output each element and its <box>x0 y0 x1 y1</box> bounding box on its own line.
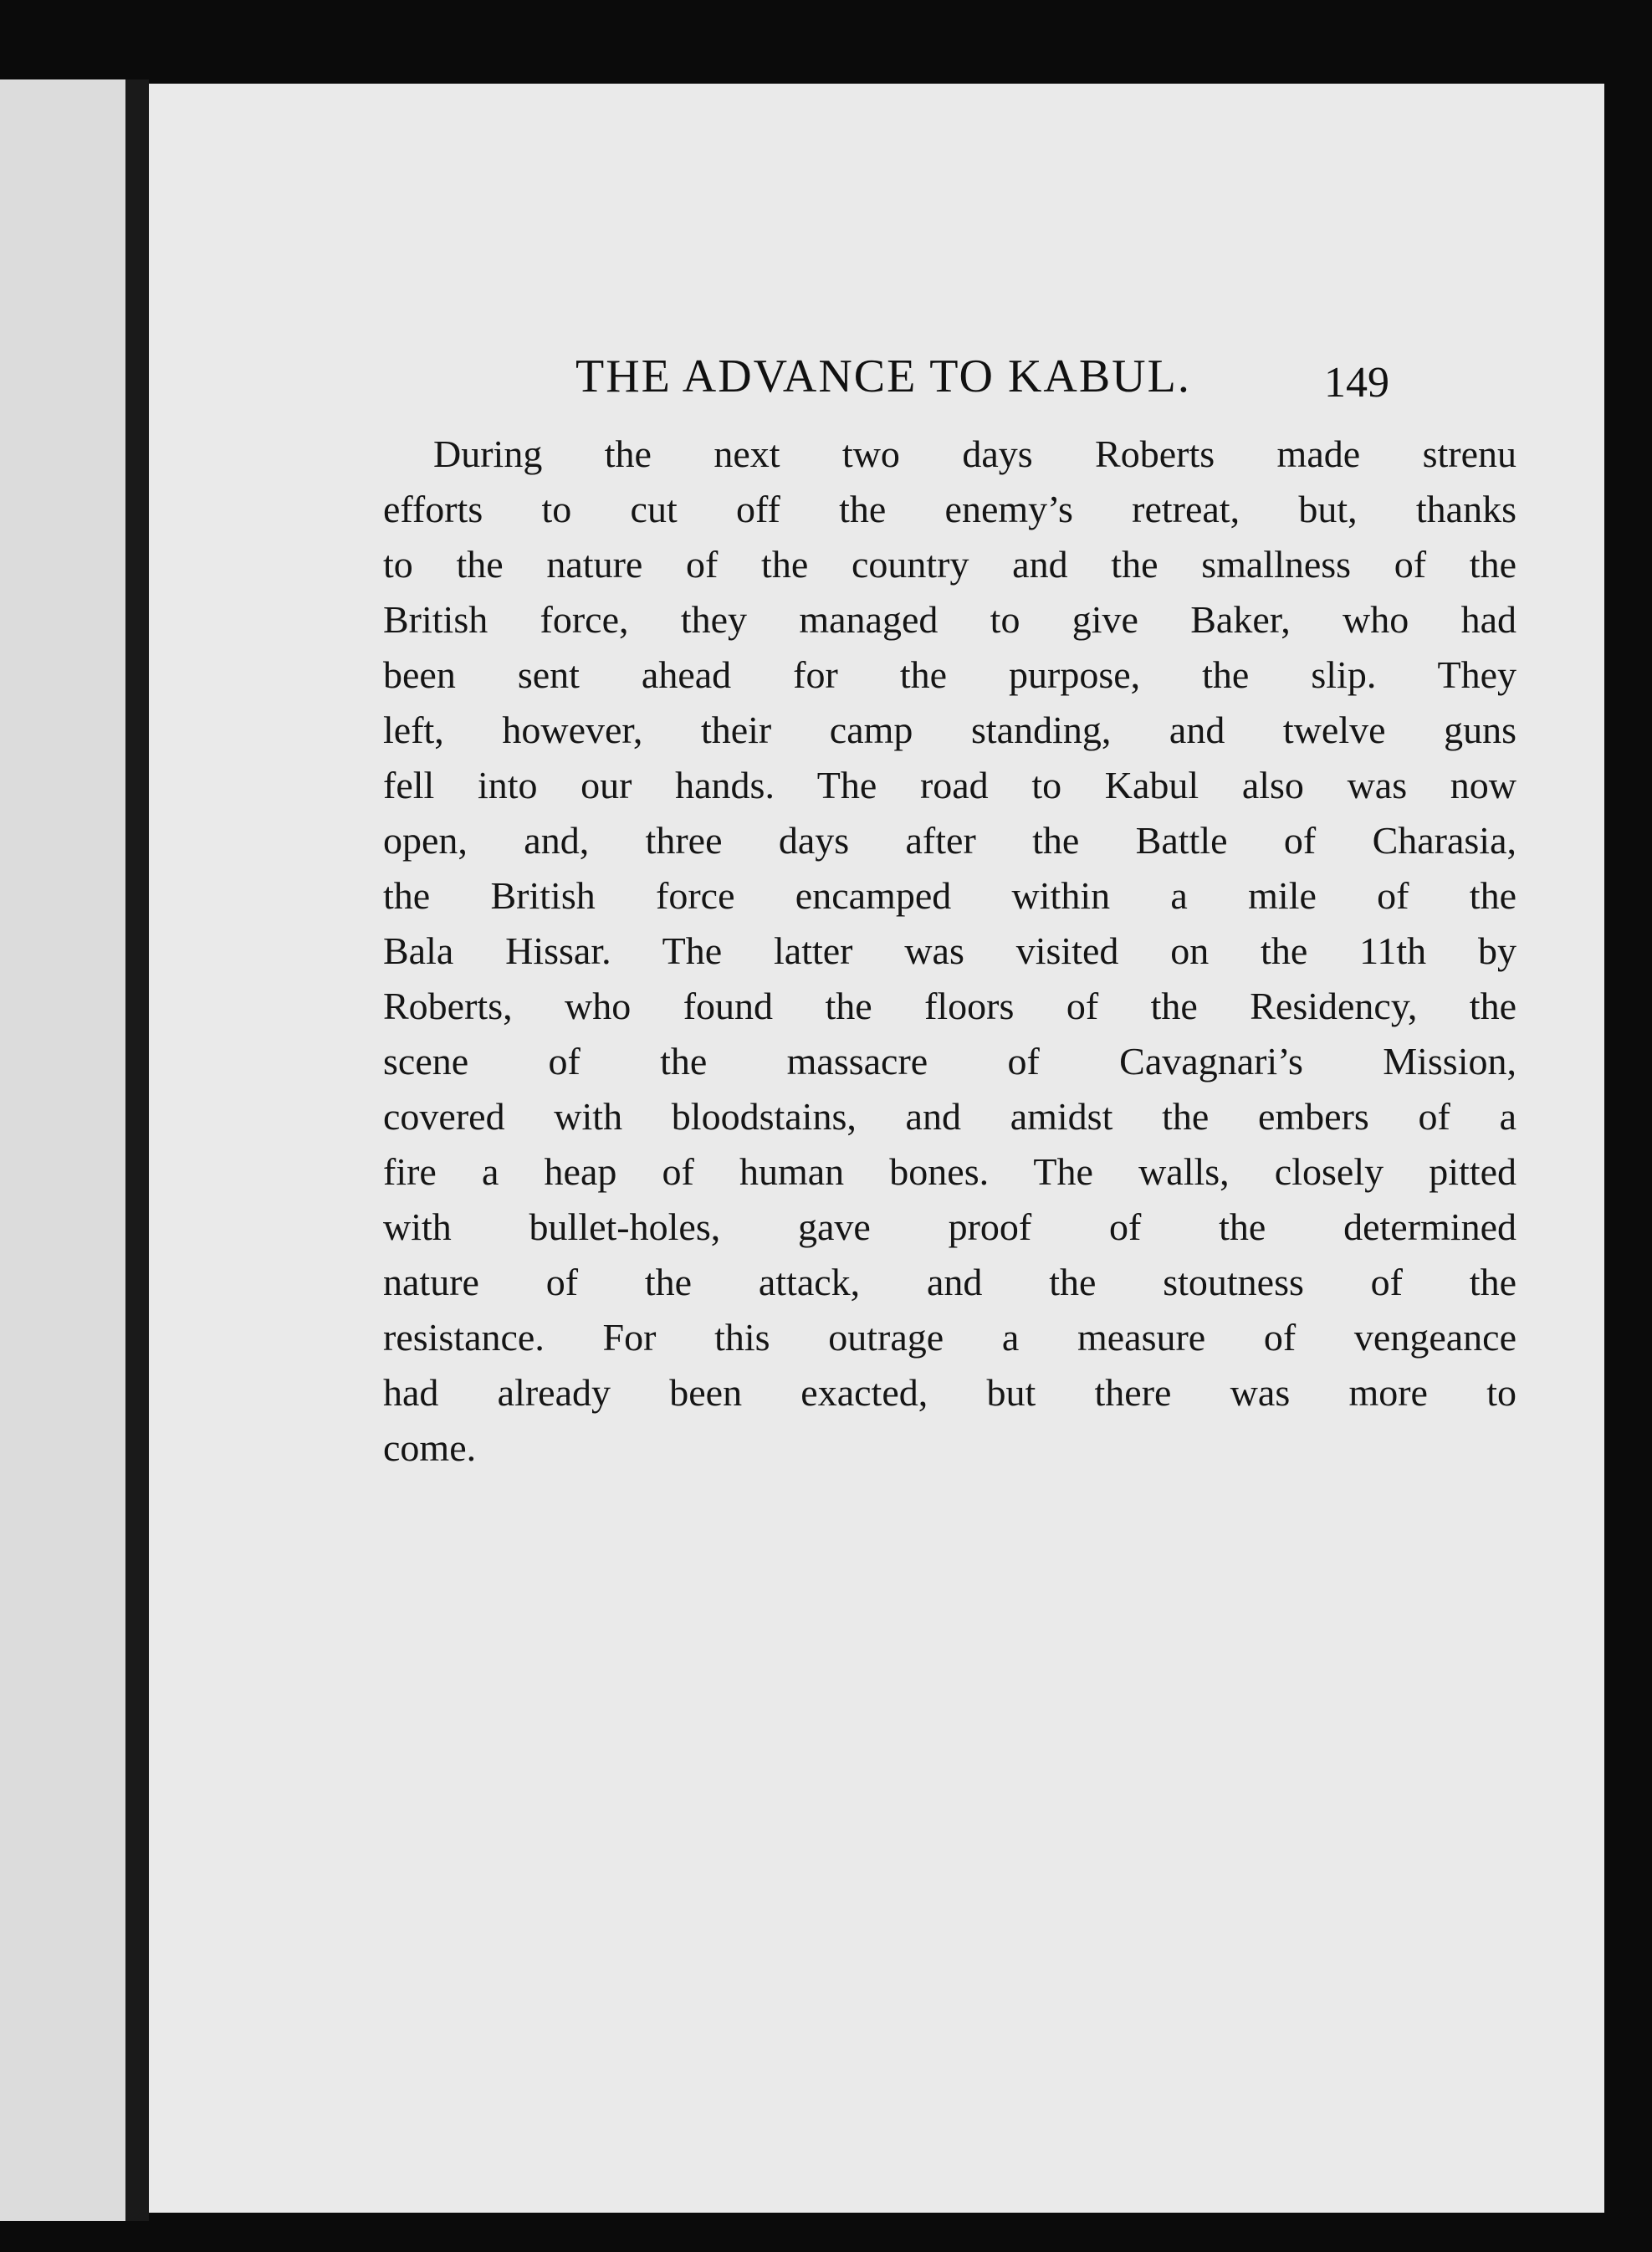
facing-page-edge <box>0 79 125 2221</box>
text-line: open, and, three days after the Battle of Charasia, <box>383 819 1516 862</box>
text-line: the British force encamped within a mile of the <box>383 874 1516 917</box>
text-line: resistance. For this outrage a measure of vengeance <box>383 1316 1516 1359</box>
text-line: to the nature of the country and the smallness of the <box>383 543 1516 586</box>
body-paragraph <box>383 427 1516 1476</box>
text-line: been sent ahead for the purpose, the slip. They <box>383 653 1516 696</box>
text-line: left, however, their camp standing, and twelve guns <box>383 709 1516 751</box>
text-line: Bala Hissar. The latter was visited on the 11th by <box>383 929 1516 972</box>
text-line: Roberts, who found the floors of the Residency, the <box>383 985 1516 1027</box>
text-line: efforts to cut off the enemy’s retreat, but, thanks <box>383 488 1516 530</box>
page-number: 149 <box>1324 359 1389 407</box>
text-line: nature of the attack, and the stoutness of the <box>383 1261 1516 1303</box>
text-line: covered with bloodstains, and amidst the embers of a <box>383 1095 1516 1138</box>
book-page <box>149 84 1604 2213</box>
book-spine-shadow <box>125 79 149 2221</box>
text-line: come. <box>383 1426 477 1469</box>
text-line: with bullet-holes, gave proof of the determined <box>383 1205 1516 1248</box>
text-line: scene of the massacre of Cavagnari’s Mission, <box>383 1040 1516 1082</box>
text-line: had already been exacted, but there was more to <box>383 1371 1516 1414</box>
text-line: During the next two days Roberts made strenu <box>433 432 1516 475</box>
running-header <box>149 343 1604 410</box>
text-line: British force, they managed to give Baker, who had <box>383 598 1516 641</box>
text-line: fire a heap of human bones. The walls, closely pitted <box>383 1150 1516 1193</box>
running-title: THE ADVANCE TO KABUL. <box>575 351 1191 402</box>
text-line: fell into our hands. The road to Kabul also was now <box>383 764 1516 806</box>
